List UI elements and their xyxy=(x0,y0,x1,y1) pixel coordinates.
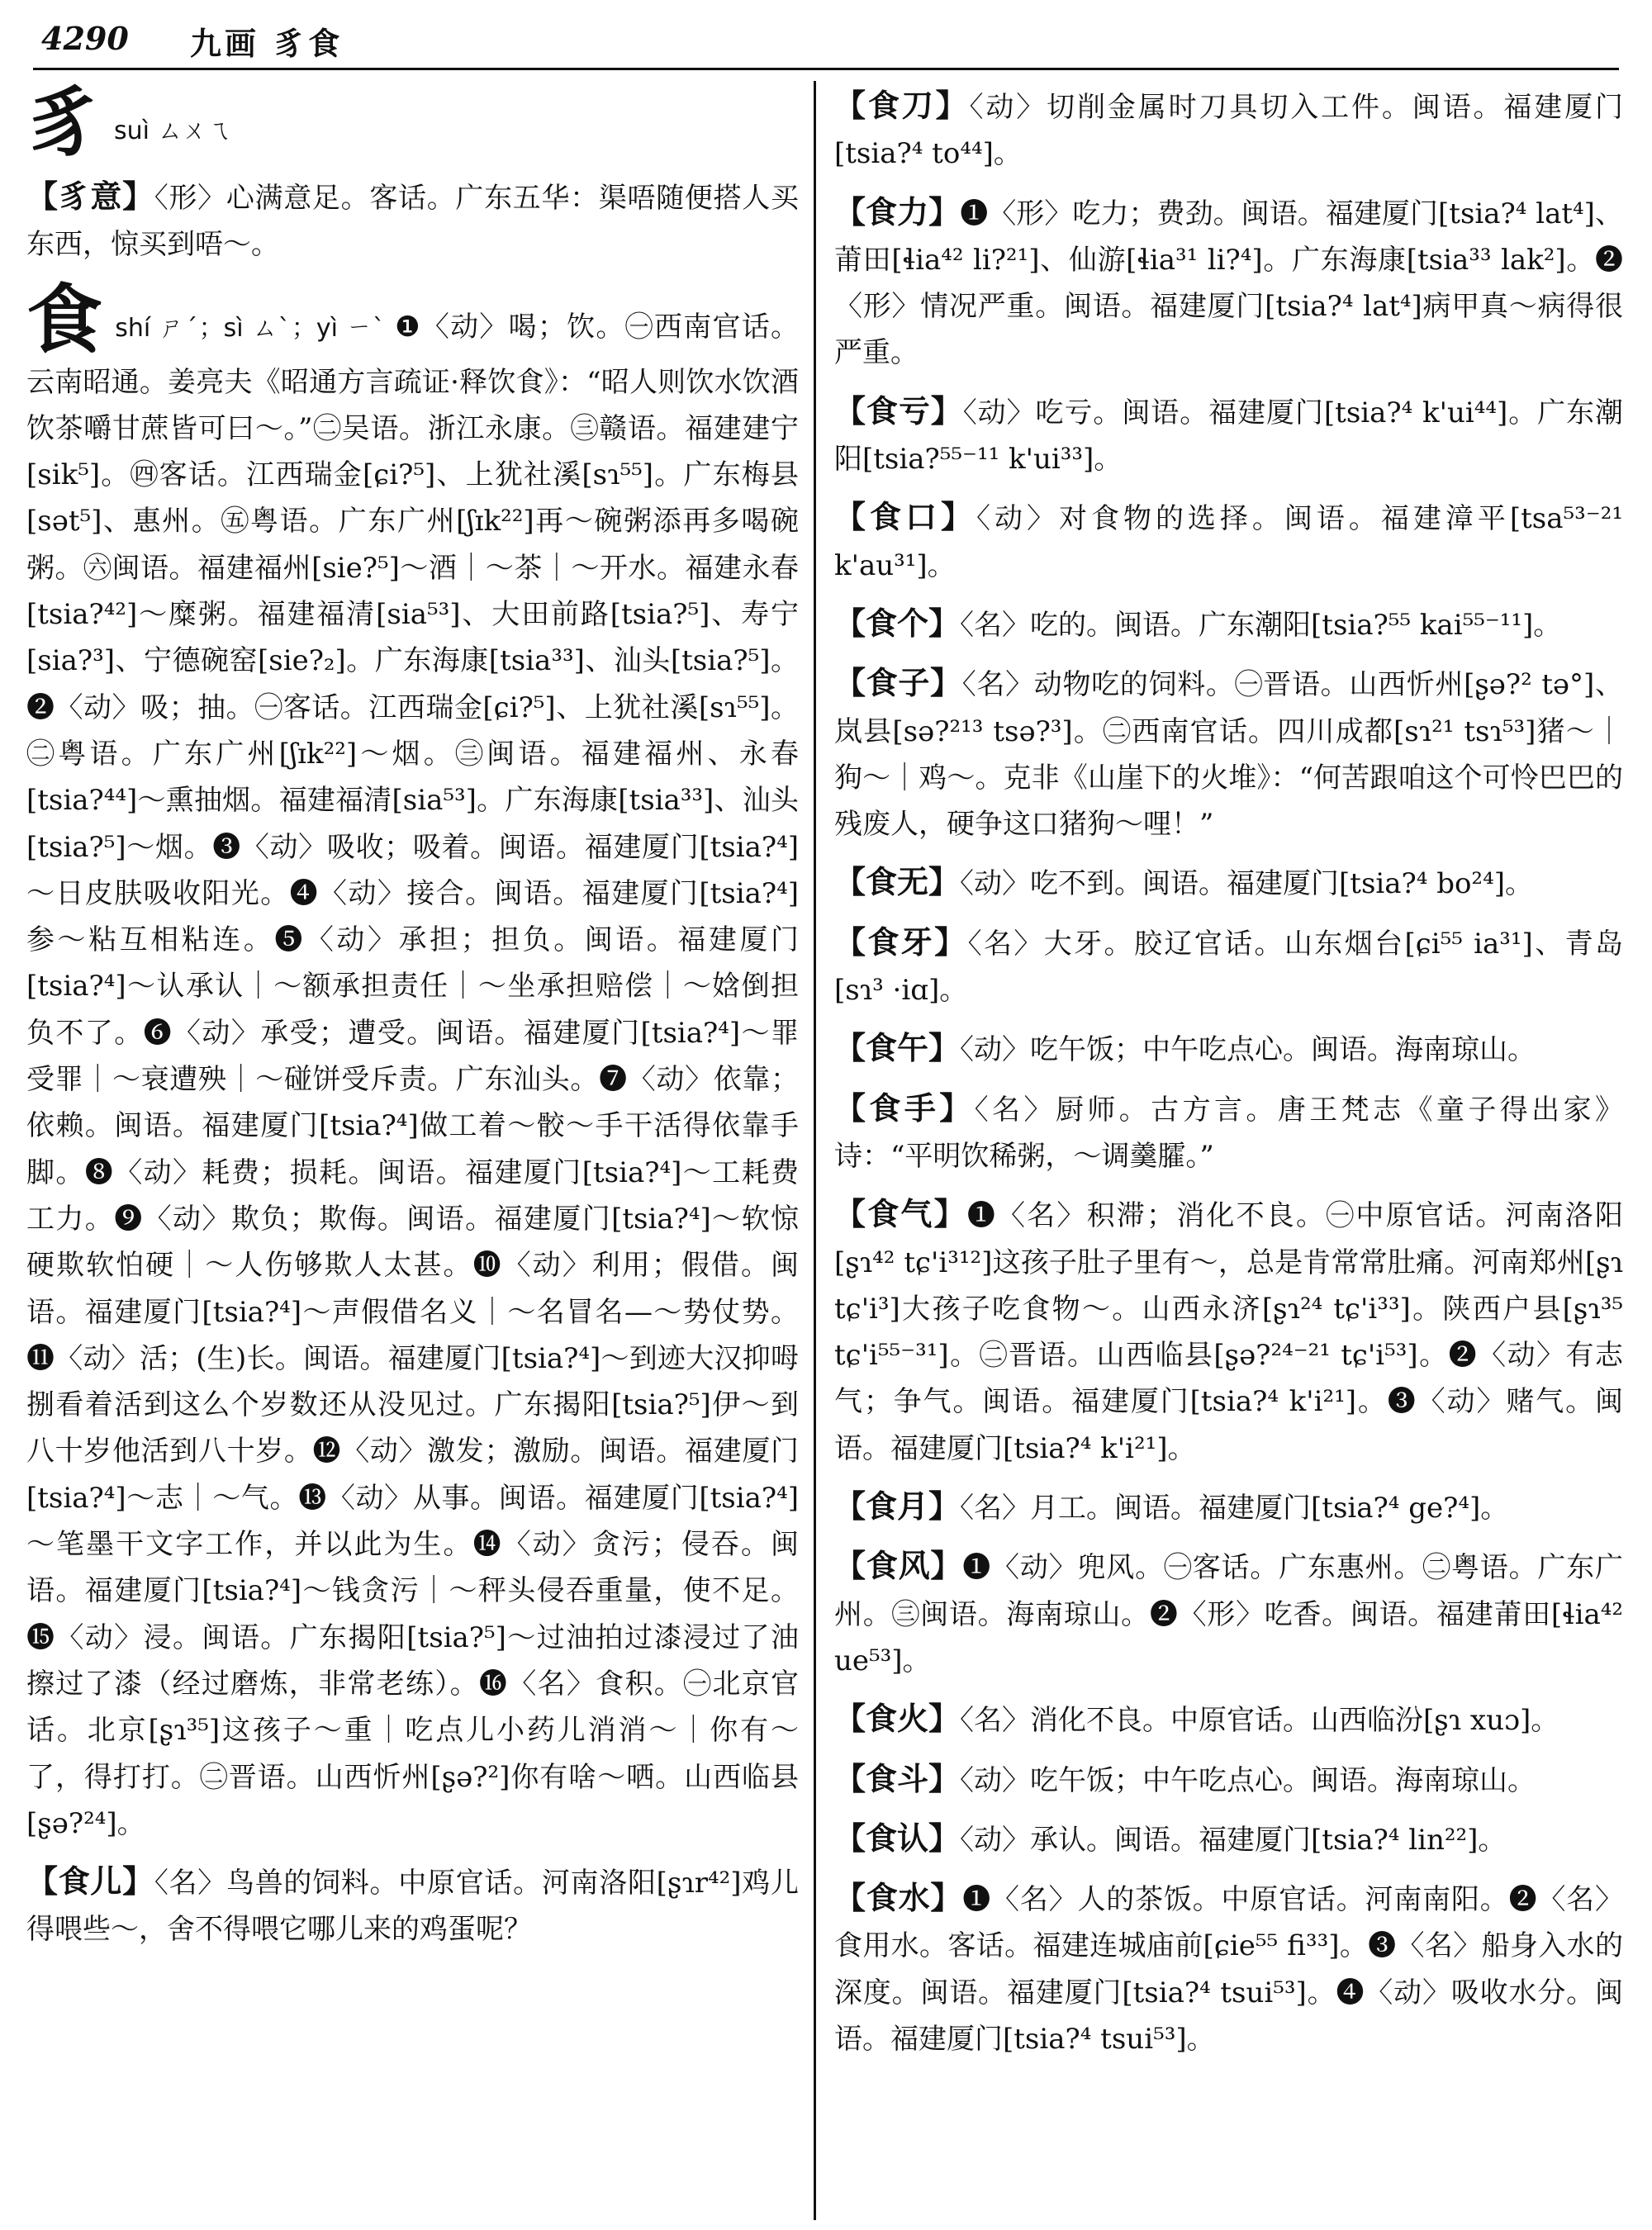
definition-text: 〈形〉心满意足。客话。广东五华：渠唔随便搭人买东西，惊买到唔～。 xyxy=(26,182,799,262)
compound-term: 【食手】 xyxy=(834,1089,975,1127)
headword-char: 食 xyxy=(26,274,104,364)
compound-term: 【食斗】 xyxy=(834,1759,961,1797)
compound-entry xyxy=(834,660,1623,847)
compound-term: 【食认】 xyxy=(834,1819,961,1857)
header-rule xyxy=(33,68,1619,70)
compound-entry xyxy=(26,173,799,268)
definition-text: ❶〈形〉吃力；费劲。闽语。福建厦门[tsia?⁴ lat⁴]、莆田[ɬia⁴² li?²¹]、仙游[ɬia³¹ li?⁴]。广东海康[tsia³³ lak²]。❷〈形〉情况严重。闽语。福建厦门[tsia?⁴ lat⁴]病甲真～病得很严重。 xyxy=(834,197,1623,370)
definition-text: ❶〈动〉兜风。㊀客话。广东惠州。㊁粤语。广东广州。㊂闽语。海南琼山。❷〈形〉吃香。闽语。福建莆田[ɬia⁴² ue⁵³]。 xyxy=(834,1551,1623,1677)
compound-entry xyxy=(834,1543,1623,1684)
definition-text: 〈动〉承认。闽语。福建厦门[tsia?⁴ lin²²]。 xyxy=(960,1823,1507,1857)
compound-term: 【食水】 xyxy=(834,1879,963,1917)
compound-term: 【食月】 xyxy=(834,1487,961,1525)
headword-pinyin: suì ㄙㄨㄟ xyxy=(114,116,232,145)
definition-text: 〈动〉吃午饭；中午吃点心。闽语。海南琼山。 xyxy=(960,1033,1536,1067)
compound-term: 【食儿】 xyxy=(26,1862,154,1900)
compound-term: 【食子】 xyxy=(834,664,962,702)
definition-text: ❶〈名〉积滞；消化不良。㊀中原官话。河南洛阳[ʂɿ⁴² tɕ'i³¹²]这孩子肚子里有～，总是肯常常肚痛。河南郑州[ʂɿ tɕ'i³]大孩子吃食物～。山西永济[ʂɿ²⁴ tɕ'i³³]。陕西户县[ʂɿ³⁵ tɕ'i⁵⁵⁻³¹]。㊁晋语。山西临县[ʂə?²⁴⁻²¹ tɕ'i⁵³]。❷〈动〉有志气；争气。闽语。福建厦门[tsia?⁴ k'i²¹]。❸〈动〉赌气。闽语。福建厦门[tsia?⁴ k'i²¹]。 xyxy=(834,1199,1623,1465)
column-divider xyxy=(814,81,816,2220)
right-column xyxy=(834,83,1623,2074)
compound-entry xyxy=(834,494,1623,589)
headword-pinyin: shí ㄕˊ；sì ㄙˋ；yì ㄧˋ xyxy=(115,313,396,343)
compound-term: 【食风】 xyxy=(834,1547,963,1585)
compound-term: 【食力】 xyxy=(834,192,961,230)
compound-entry xyxy=(834,83,1623,178)
compound-term: 【食刀】 xyxy=(834,87,970,124)
compound-entry xyxy=(834,1085,1623,1180)
definition-text: ❶〈动〉喝；饮。㊀西南官话。云南昭通。姜亮夫《昭通方言疏证·释饮食》：“昭人则饮水饮酒饮茶嚼甘蔗皆可曰～。”㊁吴语。浙江永康。㊂赣语。福建建宁[sik⁵]。㊃客话。江西瑞金[ɕi?⁵]、上犹社溪[sɿ⁵⁵]。广东梅县[sət⁵]、惠州。㊄粤语。广东广州[ʃɪk²²]再～碗粥添再多喝碗粥。㊅闽语。福建福州[sie?⁵]～酒｜～茶｜～开水。福建永春[tsia?⁴²]～糜粥。福建福清[sia⁵³]、大田前路[tsia?⁵]、寿宁[sia?³]、宁德碗窑[sie?₂]。广东海康[tsia³³]、汕头[tsia?⁵]。❷〈动〉吸；抽。㊀客话。江西瑞金[ɕi?⁵]、上犹社溪[sɿ⁵⁵]。㊁粤语。广东广州[ʃɪk²²]～烟。㊂闽语。福建福州、永春[tsia?⁴⁴]～熏抽烟。福建福清[sia⁵³]。广东海康[tsia³³]、汕头[tsia?⁵]～烟。❸〈动〉吸收；吸着。闽语。福建厦门[tsia?⁴]～日皮肤吸收阳光。❹〈动〉接合。闽语。福建厦门[tsia?⁴]参～粘互相粘连。❺〈动〉承担；担负。闽语。福建厦门[tsia?⁴]～认承认｜～额承担责任｜～坐承担赔偿｜～娢倒担负不了。❻〈动〉承受；遭受。闽语。福建厦门[tsia?⁴]～罪受罪｜～衰遭殃｜～碰饼受斥责。广东汕头。❼〈动〉依靠；依赖。闽语。福建厦门[tsia?⁴]做工着～骹～手干活得依靠手脚。❽〈动〉耗费；损耗。闽语。福建厦门[tsia?⁴]～工耗费工力。❾〈动〉欺负；欺侮。闽语。福建厦门[tsia?⁴]～软惊硬欺软怕硬｜～人伤够欺人太甚。❿〈动〉利用；假借。闽语。福建厦门[tsia?⁴]～声假借名义｜～名冒名—～势仗势。⓫〈动〉活；(生)长。闽语。福建厦门[tsia?⁴]～到迹大汉抑呣捌看着活到这么个岁数还从没见过。广东揭阳[tsia?⁵]伊～到八十岁他活到八十岁。⓬〈动〉激发；激励。闽语。福建厦门[tsia?⁴]～志｜～气。⓭〈动〉从事。闽语。福建厦门[tsia?⁴]～笔墨干文字工作，并以此为生。⓮〈动〉贪污；侵吞。闽语。福建厦门[tsia?⁴]～钱贪污｜～秤头侵吞重量，使不足。⓯〈动〉浸。闽语。广东揭阳[tsia?⁵]～过油拍过漆浸过了油擦过了漆（经过磨炼，非常老练）。⓰〈名〉食积。㊀北京官话。北京[ʂɿ³⁵]这孩子～重｜吃点儿小药儿消消～｜你有～了，得打打。㊁晋语。山西忻州[ʂə?²]你有啥～哂。山西临县[ʂə?²⁴]。 xyxy=(26,310,799,1840)
left-column xyxy=(26,78,799,1965)
compound-term: 【食气】 xyxy=(834,1195,967,1233)
headword-entry xyxy=(26,274,799,1848)
compound-entry xyxy=(834,919,1623,1014)
compound-entry xyxy=(26,1858,799,1953)
definition-text: 〈名〉厨师。古方言。唐王梵志《童子得出家》诗：“平明饮稀粥，～调羹臛。” xyxy=(834,1093,1623,1173)
definition-text: 〈名〉消化不良。中原官话。山西临汾[ʂɿ xuɔ]。 xyxy=(960,1704,1559,1738)
compound-term: 【食牙】 xyxy=(834,923,968,961)
section-title: 九画 豸食 xyxy=(190,25,344,62)
definition-text: ❶〈名〉人的茶饭。中原官话。河南南阳。❷〈名〉食用水。客话。福建连城庙前[ɕie⁵⁵ fi³³]。❸〈名〉船身入水的深度。闽语。福建厦门[tsia?⁴ tsui⁵³]。❹〈动〉吸收水分。闽语。福建厦门[tsia?⁴ tsui⁵³]。 xyxy=(834,1883,1623,2056)
definition-text: 〈动〉对食物的选择。闽语。福建漳平[tsa⁵³⁻²¹ k'au³¹]。 xyxy=(834,502,1623,582)
definition-text: 〈动〉吃亏。闽语。福建厦门[tsia?⁴ k'ui⁴⁴]。广东潮阳[tsia?⁵⁵⁻¹¹ k'ui³³]。 xyxy=(834,396,1623,477)
definition-text: 〈名〉吃的。闽语。广东潮阳[tsia?⁵⁵ kai⁵⁵⁻¹¹]。 xyxy=(960,608,1562,642)
compound-term: 【食亏】 xyxy=(834,391,963,429)
compound-entry xyxy=(834,189,1623,377)
headword-char: 豸 xyxy=(26,78,103,167)
compound-term: 【食无】 xyxy=(834,863,961,901)
compound-term: 【食口】 xyxy=(834,498,976,536)
definition-text: 〈名〉动物吃的饲料。㊀晋语。山西忻州[ʂə?² tə°]、岚县[sə?²¹³ tsə?³]。㊁西南官话。四川成都[sɿ²¹ tsɿ⁵³]猪～｜狗～｜鸡～。克非《山崖下的火堆》：“何苦跟咱这个可怜巴巴的残废人，硬争这口猪狗～哩！” xyxy=(834,668,1623,842)
definition-text: 〈动〉切削金属时刀具切入工件。闽语。福建厦门[tsia?⁴ to⁴⁴]。 xyxy=(834,91,1623,171)
page-number: 4290 xyxy=(41,20,129,57)
compound-entry xyxy=(834,1696,1623,1744)
compound-entry xyxy=(834,1483,1623,1531)
page-header xyxy=(0,0,1652,73)
compound-entry xyxy=(834,600,1623,648)
definition-text: 〈名〉大牙。胶辽官话。山东烟台[ɕi⁵⁵ ia³¹]、青岛[sɿ³ ·iɑ]。 xyxy=(834,927,1623,1008)
definition-text: 〈动〉吃午饭；中午吃点心。闽语。海南琼山。 xyxy=(960,1763,1536,1797)
compound-term: 【食个】 xyxy=(834,604,961,642)
compound-term: 【食火】 xyxy=(834,1700,961,1738)
compound-entry xyxy=(834,1756,1623,1804)
compound-entry xyxy=(834,1191,1623,1472)
compound-entry xyxy=(834,1025,1623,1073)
compound-entry xyxy=(834,388,1623,483)
compound-term: 【豸意】 xyxy=(26,178,154,215)
compound-term: 【食午】 xyxy=(834,1029,961,1067)
definition-text: 〈动〉吃不到。闽语。福建厦门[tsia?⁴ bo²⁴]。 xyxy=(960,867,1533,901)
compound-entry xyxy=(834,1875,1623,2062)
compound-entry xyxy=(834,859,1623,907)
definition-text: 〈名〉月工。闽语。福建厦门[tsia?⁴ ge?⁴]。 xyxy=(960,1492,1509,1525)
compound-entry xyxy=(834,1815,1623,1863)
headword-entry xyxy=(26,78,799,167)
definition-text: 〈名〉鸟兽的饲料。中原官话。河南洛阳[ʂɿr⁴²]鸡儿得喂些～，舍不得喂它哪儿来的鸡蛋呢？ xyxy=(26,1867,799,1947)
